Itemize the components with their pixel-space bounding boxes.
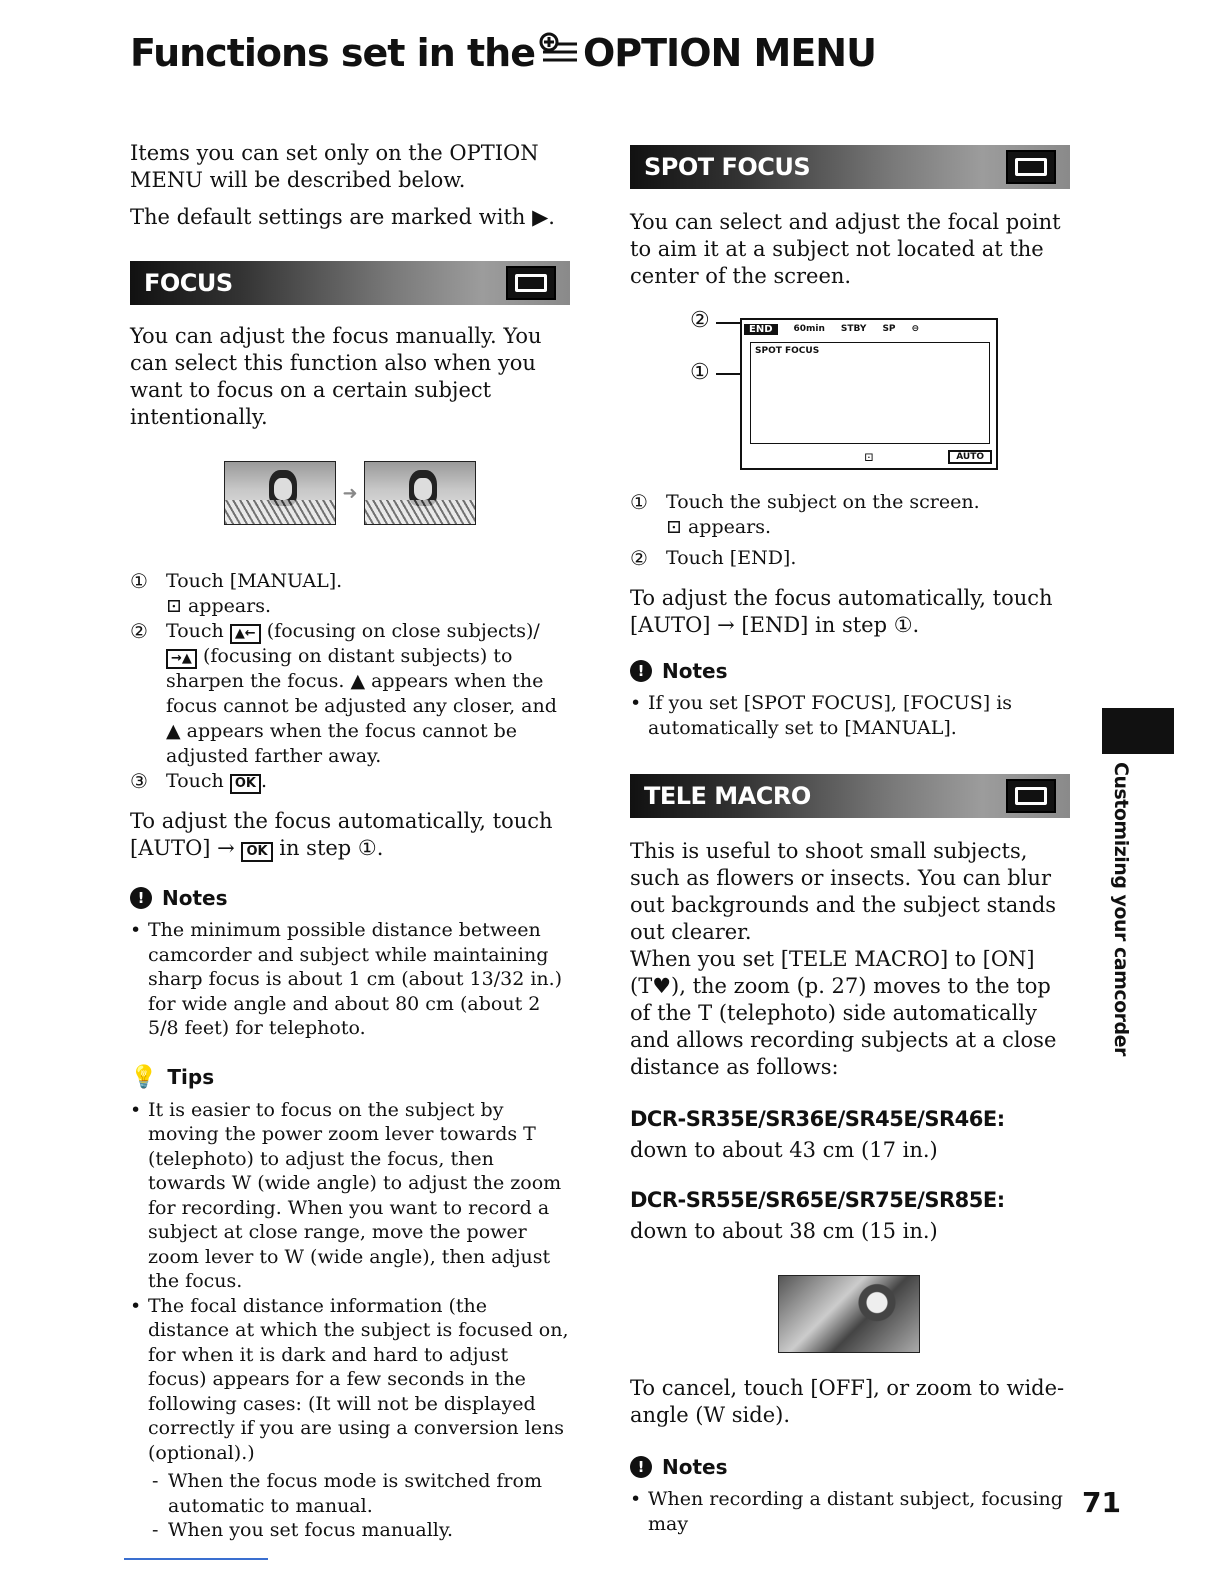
- focus-notes-list: [130, 918, 570, 1041]
- notes-icon: !: [630, 660, 652, 682]
- focus-title: FOCUS: [144, 269, 233, 297]
- end-button: END: [744, 324, 778, 335]
- spot-focus-auto-instruction: To adjust the focus automatically, touch [AUTO] → [END] in step ①.: [630, 586, 1053, 637]
- step-2: [130, 619, 570, 769]
- step-text: Touch: [166, 620, 224, 642]
- far-limit-icon: ▲: [166, 720, 181, 742]
- arrow-icon: ➜: [342, 482, 358, 504]
- chapter-label: [1102, 762, 1132, 1056]
- tips-title: Tips: [167, 1065, 215, 1089]
- step-text: Touch: [166, 770, 224, 792]
- spot-focus-steps: [630, 490, 1070, 571]
- step-number: ②: [130, 619, 148, 643]
- tele-macro-notes-list: [630, 1487, 1070, 1536]
- step-text: appears when the focus cannot be adjusted farther away.: [166, 720, 518, 767]
- quality-indicator: SP: [882, 324, 896, 334]
- step-subtext: ⊡ appears.: [166, 595, 272, 617]
- intro-line1: Items you can set only on the OPTION MENU will be described below.: [130, 141, 539, 192]
- example-photo-sharp: [364, 461, 476, 525]
- step-text: (focusing on close subjects)/: [266, 620, 540, 642]
- distance-1: down to about 43 cm (17 in.): [630, 1138, 938, 1162]
- focus-far-icon: →▲: [166, 649, 197, 669]
- spot-focus-title: SPOT FOCUS: [644, 153, 811, 181]
- lightbulb-icon: 💡: [130, 1064, 158, 1090]
- step-text: (focusing on distant subjects) to sharpen the focus.: [166, 645, 513, 692]
- focus-description: You can adjust the focus manually. You can select this function also when you want to focus on a certain subject intentionally.: [130, 324, 542, 429]
- focus-title-bar: [130, 261, 570, 305]
- camera-mode-icon: [506, 266, 556, 300]
- focus-steps: [130, 569, 570, 794]
- focus-auto-instruction: [130, 808, 570, 862]
- spot-focus-notes-heading: [630, 659, 1070, 683]
- auto-button: AUTO: [948, 450, 992, 464]
- tele-macro-cancel: To cancel, touch [OFF], or zoom to wide-angle (W side).: [630, 1376, 1065, 1427]
- example-photo-blurred: [224, 461, 336, 525]
- page-number: 71: [1082, 1486, 1121, 1519]
- near-limit-icon: ▲: [350, 670, 366, 692]
- spot-focus-description: You can select and adjust the focal point to aim it at a subject not located at the center of the screen.: [630, 210, 1061, 288]
- notes-icon: !: [130, 887, 152, 909]
- tele-macro-description-1: This is useful to shoot small subjects, such as flowers or insects. You can blur out backgrounds and the subject stands out clearer.: [630, 839, 1057, 944]
- title-suffix: OPTION MENU: [582, 30, 876, 75]
- notes-title: Notes: [662, 1455, 728, 1479]
- ok-icon: OK: [241, 842, 272, 862]
- list-item: • The minimum possible distance between camcorder and subject while maintaining sharp focus is about 1 cm (about 13/32 in.) for wide angle and about 80 cm (about 2 5/8 feet) for telephoto.: [130, 918, 570, 1041]
- intro-line2: The default settings are marked with ▶.: [130, 205, 555, 229]
- tele-macro-notes-heading: [630, 1455, 1070, 1479]
- footer-rule: [124, 1558, 268, 1560]
- list-item: - When you set focus manually.: [130, 1518, 570, 1543]
- camera-mode-icon: [1006, 779, 1056, 813]
- focus-notes-heading: [130, 886, 570, 910]
- focus-tips-heading: [130, 1065, 570, 1090]
- tele-macro-title: TELE MACRO: [644, 782, 811, 810]
- step-number: ①: [130, 569, 148, 593]
- list-item: • The focal distance information (the distance at which the subject is focused on, for when it is dark and hard to adjust focus) appears for a few seconds in the following cases: (It will not be displayed correctly if you are using a conversion lens (optional).): [130, 1294, 570, 1466]
- spot-focus-label: SPOT FOCUS: [755, 346, 820, 356]
- list-item: • If you set [SPOT FOCUS], [FOCUS] is automatically set to [MANUAL].: [630, 691, 1070, 740]
- auto-text: in step ①.: [279, 836, 384, 860]
- step-number: ①: [630, 490, 648, 514]
- step-number: ②: [630, 546, 648, 570]
- step-text: Touch [END].: [666, 547, 797, 569]
- distance-2: down to about 38 cm (15 in.): [630, 1219, 938, 1243]
- step-2: [630, 546, 1070, 571]
- lcd-subject-area: [750, 342, 990, 444]
- spot-focus-title-bar: [630, 145, 1070, 189]
- step-subtext: ⊡ appears.: [666, 516, 772, 538]
- step-text: appears when the focus cannot be adjusted any closer, and: [166, 670, 557, 717]
- step-text: Touch the subject on the screen.: [666, 491, 980, 513]
- focus-indicator-icon: ⊡: [864, 450, 875, 464]
- ok-icon: OK: [230, 774, 261, 794]
- notes-title: Notes: [662, 659, 728, 683]
- page-title: [130, 30, 876, 75]
- focus-tips-sublist: [130, 1469, 570, 1543]
- notes-title: Notes: [162, 886, 228, 910]
- step-number: ③: [130, 769, 148, 793]
- title-prefix: Functions set in the: [130, 30, 535, 75]
- list-item: • It is easier to focus on the subject by moving the power zoom lever towards T (telephoto) to adjust the focus, then towards W (wide angle) to adjust the zoom for recording. When you want to record a subject at close range, move the power zoom lever to W (wide angle), then adjust the focus.: [130, 1098, 570, 1294]
- step-1: [630, 490, 1070, 540]
- focus-example-photos: [130, 461, 570, 525]
- list-item: • When recording a distant subject, focusing may: [630, 1487, 1070, 1536]
- tele-macro-title-bar: [630, 774, 1070, 818]
- standby-indicator: STBY: [840, 324, 867, 334]
- option-menu-icon: [539, 30, 579, 75]
- notes-icon: !: [630, 1456, 652, 1478]
- lcd-screen: [740, 318, 998, 470]
- disc-icon: ⊖: [911, 324, 920, 334]
- model-group-1: DCR-SR35E/SR36E/SR45E/SR46E:: [630, 1107, 1005, 1131]
- tele-macro-description-2: When you set [TELE MACRO] to [ON] (T♥), the zoom (p. 27) moves to the top of the T (telephoto) side automatically and allows recording subjects at a close distance as follows:: [630, 947, 1057, 1079]
- chapter-tab: [1102, 708, 1174, 754]
- callout-line: [716, 322, 742, 324]
- focus-near-icon: ▲←: [230, 624, 261, 644]
- auto-text: To adjust the focus automatically, touch [AUTO] →: [130, 809, 553, 860]
- step-1: [130, 569, 570, 619]
- callout-2: ②: [690, 308, 710, 333]
- step-text: Touch [MANUAL].: [166, 570, 343, 592]
- model-group-2: DCR-SR55E/SR65E/SR75E/SR85E:: [630, 1188, 1005, 1212]
- lcd-status-bar: [742, 320, 996, 338]
- lcd-diagram: [690, 308, 1020, 468]
- left-column: [130, 140, 570, 1543]
- list-item: - When the focus mode is switched from automatic to manual.: [130, 1469, 570, 1518]
- chapter-label-text: Customizing your camcorder: [1110, 762, 1132, 1056]
- right-column: [630, 145, 1070, 1536]
- spot-focus-notes-list: [630, 691, 1070, 740]
- focus-tips-list: [130, 1098, 570, 1466]
- callout-1: ①: [690, 360, 710, 385]
- camera-mode-icon: [1006, 150, 1056, 184]
- step-3: ③ Touch OK .: [130, 769, 267, 793]
- battery-indicator: 60min: [793, 324, 825, 334]
- butterfly-photo: [778, 1275, 920, 1353]
